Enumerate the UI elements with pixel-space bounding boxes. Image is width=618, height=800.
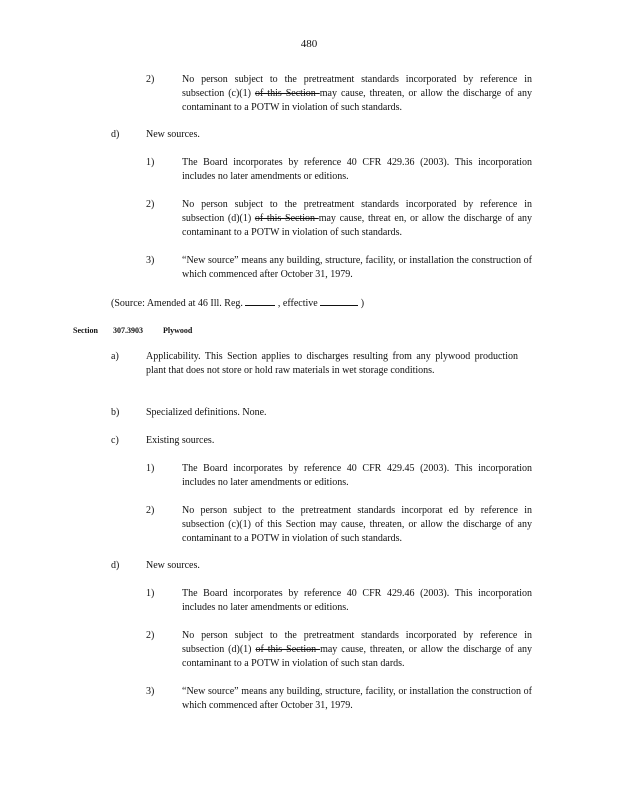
item-label-d-top: d) — [111, 129, 120, 140]
item-text-d1: The Board incorporates by reference 40 CFR 429.46 (2003). This incorporation includes no later amendments or editions. — [182, 588, 532, 613]
struck-text: of this Section — [254, 213, 319, 224]
item-text-b: Specialized definitions. None. — [146, 407, 267, 418]
item-text-c2-top — [182, 73, 532, 115]
item-label-d3-top: 3) — [146, 255, 155, 266]
item-label-d2-top: 2) — [146, 199, 155, 210]
item-label-d3: 3) — [146, 686, 155, 697]
source-text: (Source: Amended at 46 Ill. Reg. — [111, 298, 246, 309]
item-text-d3: “New source” means any building, structure, facility, or installation the construction of which commenced after October 31, 1979. — [182, 686, 532, 711]
item-text-c2: No person subject to the pretreatment standards incorporat ed by reference in subsection (c)(1) of this Section may cause, threaten, or allow the discharge of any contaminant to a POTW in violation of such standards. — [182, 505, 532, 544]
item-label-d: d) — [111, 560, 120, 571]
source-note — [111, 296, 531, 311]
text-part: may cause, threaten, or allow the discharge of any contaminant to a POTW in violation of such standards. — [182, 88, 532, 113]
item-text-d1-top: The Board incorporates by reference 40 CFR 429.36 (2003). This incorporation includes no later amendments or editions. — [182, 157, 532, 182]
item-label-d1: 1) — [146, 588, 155, 599]
item-text-d2 — [182, 629, 532, 671]
item-text-a: Applicability. This Section applies to discharges resulting from any plywood production plant that does not store or hold raw materials in wet storage conditions. — [146, 351, 518, 376]
section-word: Section — [73, 326, 98, 335]
blank-line — [245, 296, 275, 306]
text-part: No person subject to the pretreatment standards incorporated by reference in subsection (d)(1) — [182, 630, 532, 655]
item-label-c2: 2) — [146, 505, 155, 516]
item-label-c1: 1) — [146, 463, 155, 474]
text-part: may cause, threaten, or allow the discharge of any contaminant to a POTW in violation of such stan dards. — [182, 644, 533, 669]
item-text-d: New sources. — [146, 560, 200, 571]
section-title: Plywood — [163, 326, 193, 335]
item-text-c: Existing sources. — [146, 435, 215, 446]
item-label-c2-top: 2) — [146, 74, 155, 85]
page-number: 480 — [300, 38, 318, 50]
item-label-d2: 2) — [146, 630, 155, 641]
item-label-a: a) — [111, 351, 119, 362]
item-text-c1: The Board incorporates by reference 40 CFR 429.45 (2003). This incorporation includes no later amendments or editions. — [182, 463, 532, 488]
item-label-b: b) — [111, 407, 120, 418]
source-text: , effective — [275, 298, 321, 309]
source-text: ) — [358, 298, 365, 309]
item-text-d-top: New sources. — [146, 129, 200, 140]
item-text-d3-top: “New source” means any building, structure, facility, or installation the construction of which commenced after October 31, 1979. — [182, 255, 532, 280]
text-part: No person subject to the pretreatment standards incorporated by reference in subsection (c)(1) — [182, 74, 532, 99]
struck-text: of this Section — [255, 644, 321, 655]
struck-text: of this Section — [254, 88, 320, 99]
item-label-d1-top: 1) — [146, 157, 155, 168]
text-part: No person subject to the pretreatment standards incorporated by reference in subsection (d)(1) — [182, 199, 532, 224]
text-part: may cause, threat en, or allow the discharge of any contaminant to a POTW in violation of such standards. — [182, 213, 533, 238]
item-label-c: c) — [111, 435, 119, 446]
item-text-d2-top — [182, 198, 532, 240]
blank-line — [320, 296, 358, 306]
section-number: 307.3903 — [113, 326, 143, 335]
